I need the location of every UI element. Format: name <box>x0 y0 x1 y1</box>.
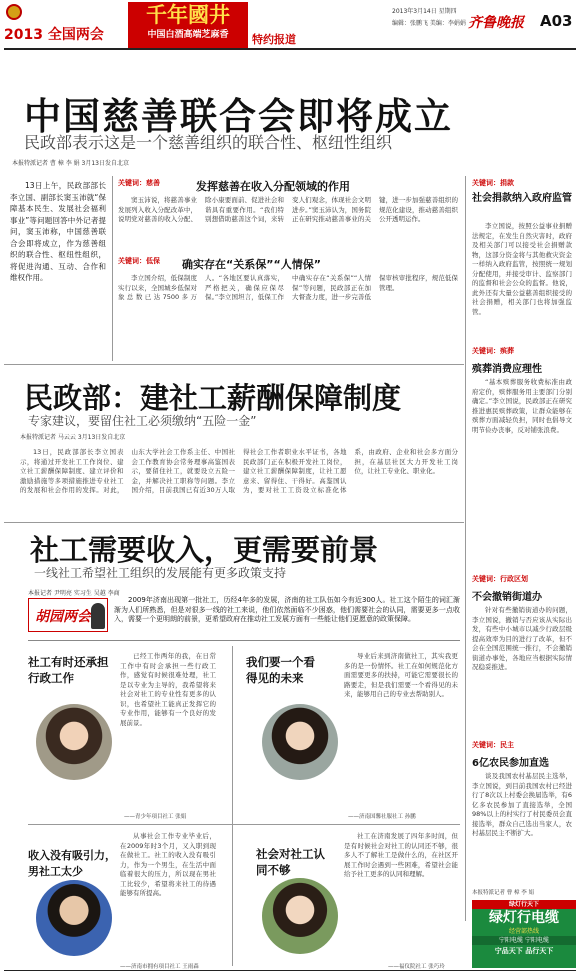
section2-text: 李立国介绍，低保制度实行以来，全国城乡低保对象总数已达7500多万人。“各地区要认真落实，严格把关，确保应保尽保。”李立国坦言，低保工作中确实存在“关系保”“人情保”等问题，民政部正在加大督查力度，进一步完善低保审核审批程序，规范低保管理。 <box>118 274 458 301</box>
quote1-title: 社工有时还承担行政工作 <box>28 655 109 685</box>
story2-subtitle: 专家建议，要留住社工必须缴纳“五险一金” <box>28 414 257 428</box>
quote2-person: ——济南国馨社服社工 孙鹏 <box>348 814 416 820</box>
issue-date: 2013年3月14日 星期四 <box>392 8 457 15</box>
lead-byline: 本报特派记者 曹 樟 李 娟 3月13日发自北京 <box>12 160 129 167</box>
ad-top-line: 绿灯行天下 <box>472 900 576 909</box>
story3-intro: 2009年济南出现第一批社工，历经4年多的发展，济南的社工队伍如今有近300人。社工这个陌生的词汇渐渐为人们所熟悉，但是对很多一线的社工来说，他们依然面临不少困惑，他们需要社会的认同，需要更多一点收入，需要一个更明朗的前景，更希望政府在推动社工发展方面有一些能让他们更愿意的政策保障。 <box>114 596 460 623</box>
quote3-text: 从事社会工作专业毕业后，在2009年时3个月，又入职到现在做社工。社工的收入没有吸引力，作为一个男生，在生活中面临着很大的压力，所以现在男社工比较少，希望将来社工的待遇能够有所提高。 <box>120 832 216 897</box>
side2-keyword: 关键词：殡葬 <box>472 347 514 355</box>
story2-text: 13日，民政部部长李立国表示，将通过开发社工工作岗位、建立社工薪酬保障制度、建立评价和激励措施等多项措施推进专业社工的发展和社会作用的发挥。对此，山东大学社会工作系主任、中国社会工作教育协会常务理事高鉴国表示，要留住社工，就要设立五险一金，并解决社工职称等问题。李立国介绍，目前我国已有近30万人取得社会工作者职业水平证书，各地民政部门正在积极开发社工岗位，建立社工薪酬保障制度，让社工愿意来、留得住、干得好。高鉴国认为，要对社工工资设立标准化体系，由政府、企业和社会多方面分担，在基层社区大力开发社工岗位，让社工专业化、职业化。 <box>20 448 458 494</box>
story3-subtitle: 一线社工希望社工组织的发展能有更多政策支持 <box>34 566 287 580</box>
interviewee-photo-3 <box>36 880 112 956</box>
side3-title: 不会撤销街道办 <box>472 592 542 603</box>
lead-intro-text: 13日上午，民政部部长李立国、副部长窦玉沛就“保障基本民生、发展社会福利事业”等问题回答中外记者提问，窦玉沛称，中国慈善联合会即将成立，作为慈善组织的联合性、枢纽性组织，将促进沟通、互动、合作和维权作用。 <box>10 181 106 282</box>
brand-title: 千年國井 <box>146 3 230 27</box>
lead-divider <box>112 176 113 361</box>
quote4-text: 社工在济南发展了四年多时间，但是有时候社会对社工的认同还不够，很多人不了解社工是做什么的，在社区开展工作时会遇到一些困难，希望社会能给予社工更多的认同和理解。 <box>344 832 458 878</box>
side4-byline: 本报特派记者 曹 樟 李 娟 <box>472 890 534 896</box>
section1-text: 窦玉沛说，将慈善事业发展列入收入分配改革中，说明党对慈善的收入分配、除小康要面前、促进社会和谐具有重要作用。“我们特别想借助慈善这个词，来转变人们观念，体现社会文明进步。”窦玉沛认为，国务院正在研究推动慈善事业的关键，进一步加强慈善组织的规范化建设，推动慈善组织公开透明运作。 <box>118 196 458 223</box>
national-emblem-icon <box>6 4 22 20</box>
interviewee-photo-1 <box>36 704 112 780</box>
section2-title: 确实存在“关系保”“人情保” <box>182 258 321 271</box>
masthead <box>0 0 580 62</box>
cable-advertisement[interactable] <box>472 900 576 968</box>
side4-text: 谈及我国农村基层民主选举，李立国说，到目前我国农村已经进行了8次以上村委会换届选举，有6亿多农民参加了直接选举，全国98%以上的村实行了村民委员会直接选举，群众自己选出当家人，农村基层民主不断扩大。 <box>472 772 572 837</box>
brand-subtitle: 中国白酒高端芝麻香 <box>147 30 229 40</box>
right-column-divider <box>465 176 466 921</box>
story3-mid-rule <box>28 824 460 825</box>
masthead-rule <box>4 48 576 50</box>
quote4-title: 社会对社工认同不够 <box>256 847 325 877</box>
ad-brand-line: 宁阳电缆 宁阳电缆 <box>472 936 576 945</box>
side4-title: 6亿农民参加直选 <box>472 758 549 769</box>
section1-title: 发挥慈善在收入分配领域的作用 <box>196 180 350 193</box>
lianghui-label: 2013 全国两会 <box>4 27 104 43</box>
paper-name: 齐鲁晚报 <box>468 15 524 31</box>
interviewee-photo-4 <box>262 878 338 954</box>
section1-keyword: 关键词：慈善 <box>118 179 160 187</box>
ad-hotline: 经营部热线 <box>508 928 539 935</box>
story3-intro-rule <box>28 640 460 641</box>
side1-title: 社会捐款纳入政府监管 <box>472 193 572 204</box>
special-report-label: 特约报道 <box>252 33 296 46</box>
quote1-text: 已经工作两年的我，在日常工作中有时会承担一些行政工作，感觉有时候很难处理，社工是以专业为主导的，我希望将来社会对社工的专业性有更多的认识，也希望社工能真正发挥它的专业作用，能够有一个良好的发展前景。 <box>120 652 216 727</box>
page-bottom-rule <box>4 970 576 971</box>
side1-text: 李立国说，按照公益事业捐赠法规定，在发生自然灾害时，政府及相关部门可以接受社会捐赠款物，这部分资金将与其他救灾资金一样纳入政府监管，按照统一规划分配使用，并接受审计、监察部门的监督和社会公众的监督。他说，此外还有大量公益慈善组织接受的社会捐赠，相关部门也将加强监管。 <box>472 222 572 316</box>
lead-title: 中国慈善联合会即将成立 <box>24 95 453 138</box>
story3-title: 社工需要收入，更需要前景 <box>30 533 379 567</box>
story2-title: 民政部：建社工薪酬保障制度 <box>24 381 402 415</box>
column-label: 胡园两会 <box>35 609 91 625</box>
page-number: A03 <box>540 12 573 30</box>
quote1-person: ——青少年项目社工 张娟 <box>124 814 187 820</box>
side3-keyword: 关键词：行政区划 <box>472 575 528 583</box>
quote3-title: 收入没有吸引力，男社工太少 <box>28 849 116 878</box>
reporter-silhouette-icon <box>91 603 105 629</box>
lead-intro <box>10 180 106 358</box>
side4-keyword: 关键词：民主 <box>472 741 514 749</box>
story3-byline: 本报记者 尹明亮 实习生 吴越 李商 <box>28 590 120 597</box>
lead-subtitle: 民政部表示这是一个慈善组织的联合性、枢纽性组织 <box>24 133 393 152</box>
ad-main-title: 绿灯行电缆 <box>489 910 559 926</box>
side1-keyword: 关键词：捐款 <box>472 179 514 187</box>
story2-bottom-rule <box>4 522 464 523</box>
side2-text: “基本殡葬服务收费标准由政府定价，殡葬服务用主要部门分别确定。”李立国说，民政部正在研究推进惠民殡葬政策，让群众能够在殡葬方面减轻负担，同时也倡导文明节俭办丧事，反对铺张浪费。 <box>472 378 572 434</box>
story3-center-divider <box>232 646 233 966</box>
side3-text: 针对有些撤销街道办的问题，李立国说，撤销与否应该从实际出发，有些中小城市以减少行政层级提高效率为目的进行了改革，但不会在全国范围统一推行，不会撤销街道办事处，各地应当根据实际情况稳妥推进。 <box>472 606 572 671</box>
story2-byline: 本报特派记者 马云云 3月13日发自北京 <box>20 434 126 441</box>
quote2-text: 导业后来到济南做社工，其实我更多的是一份情怀。社工在如何规范化方面需要更多的扶持，可能它需要很长的路要走，但是我们需要一个看得见的未来，能够用自己的专业去帮助别人。 <box>344 652 458 698</box>
brand-banner <box>128 2 248 48</box>
quote3-person: ——济南市拥有项目社工 王雨森 <box>120 964 199 970</box>
quote2-title: 我们要一个看得见的未来 <box>246 655 315 685</box>
editor-credits: 编辑：张鹏飞 美编：李娟娟 <box>392 20 466 27</box>
column-label-box <box>28 598 108 632</box>
quote4-person: ——福仪院社工 张巧玲 <box>388 964 445 970</box>
ad-slogan: 宁品天下 品行天下 <box>494 947 554 955</box>
section2-keyword: 关键词：低保 <box>118 257 160 265</box>
interviewee-photo-2 <box>262 704 338 780</box>
lead-bottom-rule <box>4 364 464 365</box>
side2-title: 殡葬消费应理性 <box>472 364 542 375</box>
